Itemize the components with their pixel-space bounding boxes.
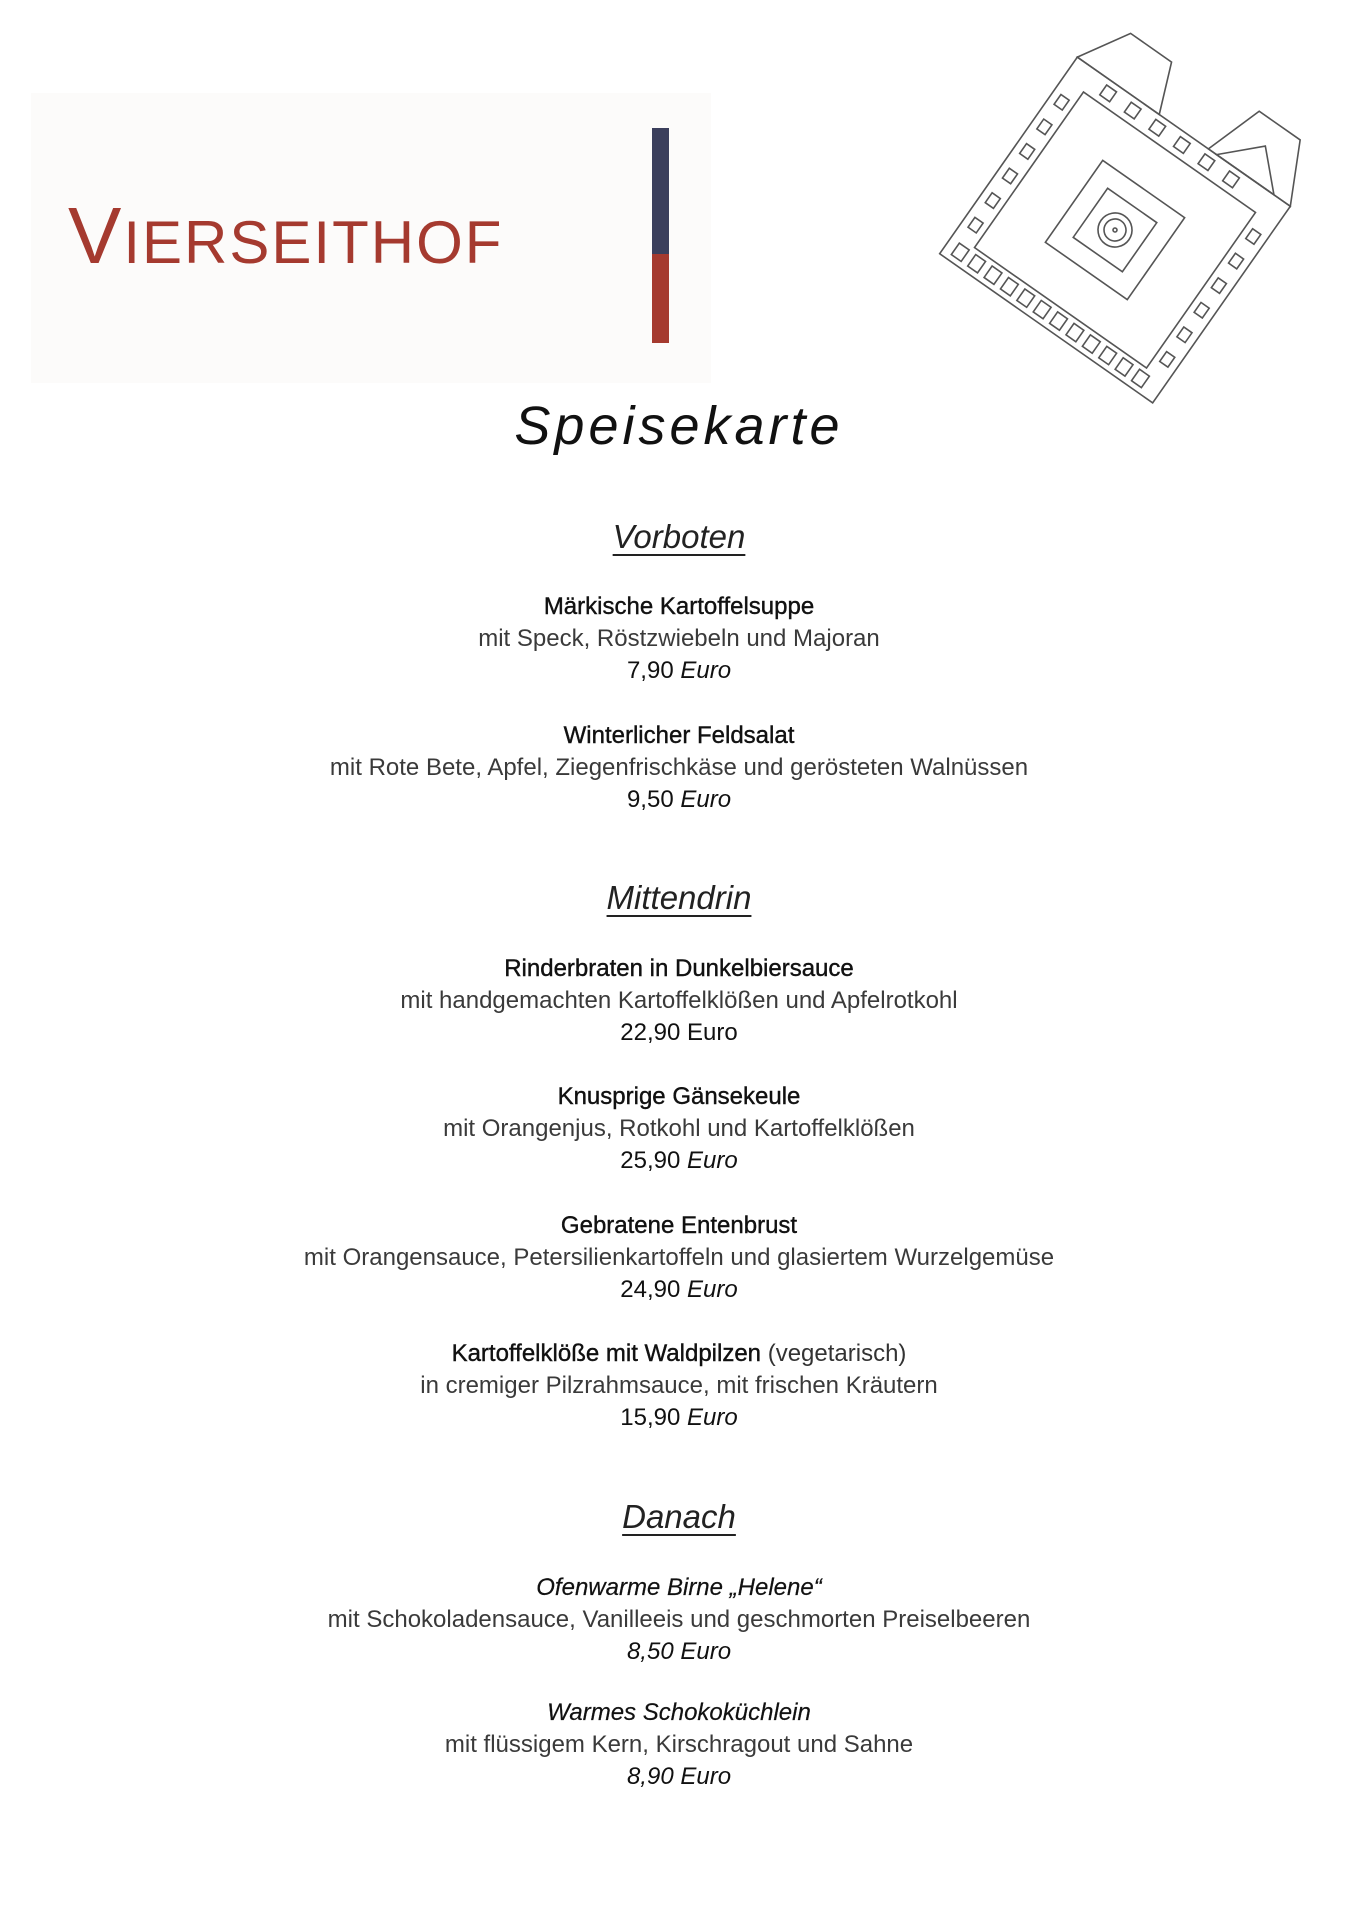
- brand-bar-red: [652, 254, 669, 343]
- item-description: mit Speck, Röstzwiebeln und Majoran: [478, 625, 880, 652]
- item-description: mit flüssigem Kern, Kirschragout und Sahne: [444, 1731, 914, 1758]
- price-value: 15,90: [620, 1404, 681, 1431]
- menu-item: [0, 720, 1358, 816]
- item-name: Rinderbraten in Dunkelbiersauce: [504, 955, 854, 982]
- item-description: mit Schokoladensauce, Vanilleeis und geschmorten Preiselbeeren: [327, 1606, 1031, 1633]
- price-value: 8,90: [626, 1763, 674, 1790]
- item-price: [0, 1636, 1358, 1668]
- menu-item: [0, 1697, 1358, 1793]
- item-name: Ofenwarme Birne „Helene“: [536, 1574, 822, 1601]
- item-price: [0, 1761, 1358, 1793]
- price-value: 7,90: [626, 657, 674, 684]
- page-title: Speisekarte: [514, 396, 844, 456]
- farmhouse-drawing-icon: [915, 20, 1310, 435]
- menu-item: [0, 1572, 1358, 1668]
- price-currency: Euro: [687, 1404, 738, 1431]
- item-description: mit Orangensauce, Petersilienkartoffeln und glasiertem Wurzelgemüse: [303, 1244, 1055, 1271]
- price-currency: Euro: [680, 657, 732, 684]
- price-value: 24,90: [620, 1276, 681, 1303]
- item-price: [0, 1017, 1358, 1049]
- item-note: (vegetarisch): [767, 1340, 907, 1367]
- item-name: Warmes Schokoküchlein: [547, 1699, 811, 1726]
- item-price: [0, 784, 1358, 816]
- menu-item: [0, 591, 1358, 687]
- item-name: Knusprige Gänsekeule: [557, 1083, 801, 1110]
- section-heading-mittendrin: [0, 879, 1358, 917]
- item-description: mit handgemachten Kartoffelklößen und Apfelrotkohl: [400, 987, 958, 1014]
- item-price: [0, 1145, 1358, 1177]
- brand-bar-blue: [652, 128, 669, 254]
- menu-item: [0, 953, 1358, 1049]
- item-price: [0, 1274, 1358, 1306]
- section-heading-vorboten: [0, 518, 1358, 556]
- item-name: Winterlicher Feldsalat: [563, 722, 795, 749]
- wordmark-initial: V: [68, 191, 124, 280]
- section-heading-text: Danach: [622, 1498, 736, 1535]
- item-name: Märkische Kartoffelsuppe: [543, 593, 815, 620]
- price-currency: Euro: [680, 1763, 732, 1790]
- price-currency: Euro: [680, 786, 732, 813]
- price-value: 8,50: [626, 1638, 674, 1665]
- price-value: 22,90: [620, 1019, 681, 1046]
- price-currency: Euro: [687, 1019, 738, 1046]
- item-description: in cremiger Pilzrahmsauce, mit frischen Kräutern: [420, 1372, 938, 1399]
- menu-item: [0, 1081, 1358, 1177]
- section-heading-danach: [0, 1498, 1358, 1536]
- price-value: 25,90: [620, 1147, 681, 1174]
- wordmark-rest: IERSEITHOF: [123, 209, 504, 276]
- item-description: mit Orangenjus, Rotkohl und Kartoffelklößen: [443, 1115, 915, 1142]
- item-name: Kartoffelklöße mit Waldpilzen: [451, 1340, 762, 1367]
- menu-item: [0, 1210, 1358, 1306]
- section-heading-text: Mittendrin: [606, 879, 752, 916]
- item-name: Gebratene Entenbrust: [560, 1212, 798, 1239]
- price-currency: Euro: [687, 1276, 738, 1303]
- price-value: 9,50: [626, 786, 674, 813]
- brand-wordmark: [68, 191, 504, 280]
- price-currency: Euro: [687, 1147, 738, 1174]
- section-heading-text: Vorboten: [612, 518, 746, 555]
- item-price: [0, 1402, 1358, 1434]
- item-description: mit Rote Bete, Apfel, Ziegenfrischkäse und gerösteten Walnüssen: [329, 754, 1029, 781]
- item-price: [0, 655, 1358, 687]
- price-currency: Euro: [680, 1638, 732, 1665]
- menu-item: [0, 1338, 1358, 1434]
